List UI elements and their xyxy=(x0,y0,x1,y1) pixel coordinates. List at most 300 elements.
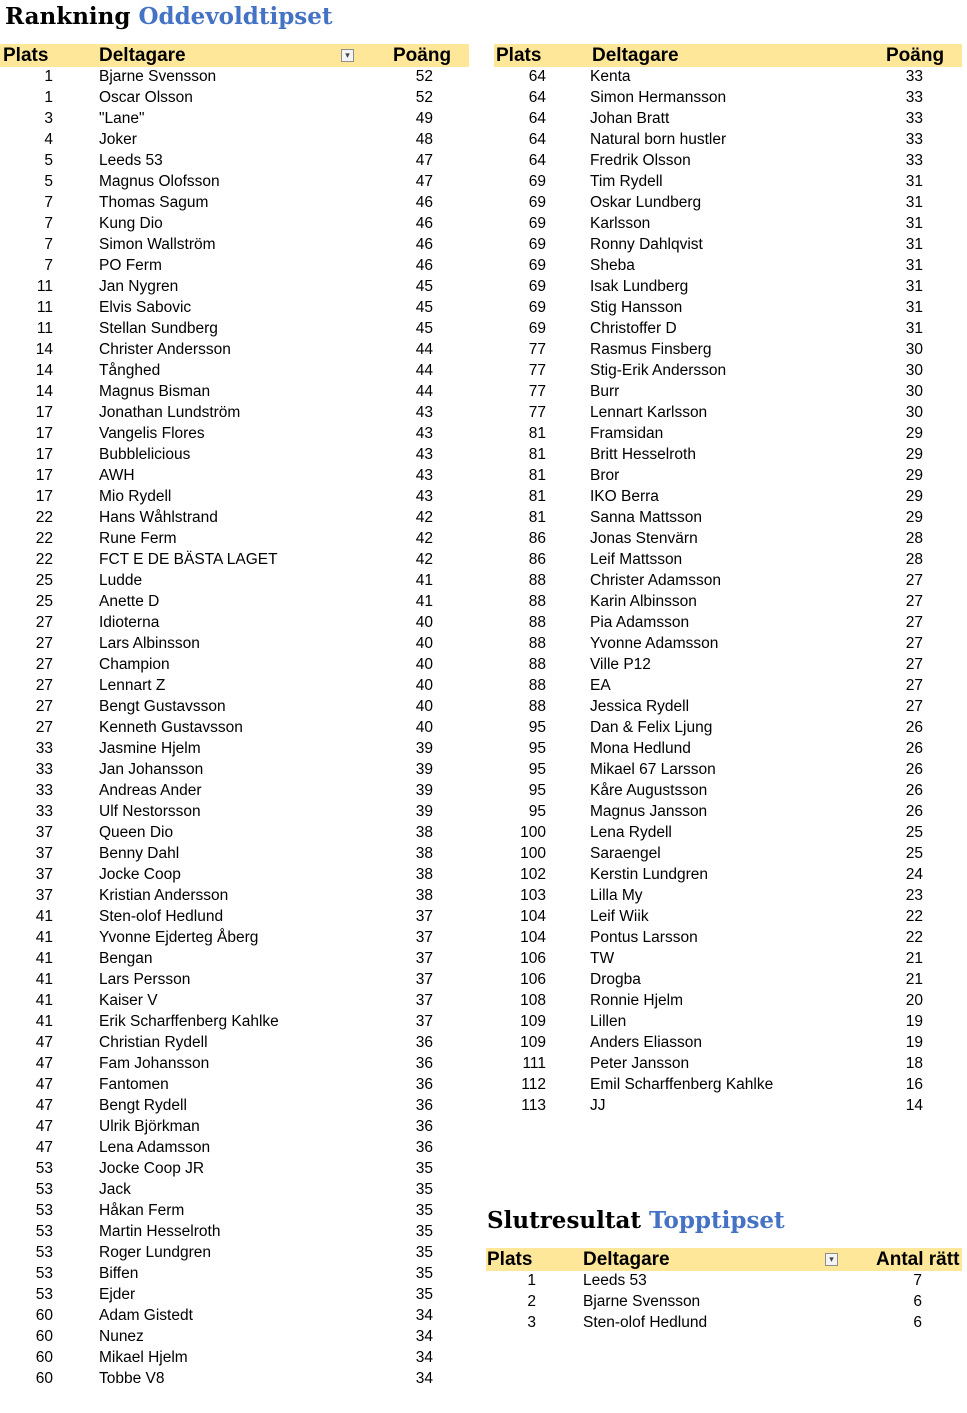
rank-cell: 27 xyxy=(35,614,53,631)
participant-name-cell: Lars Persson xyxy=(99,971,191,988)
rank-cell: 81 xyxy=(528,446,546,463)
participant-name-cell: Bengt Gustavsson xyxy=(99,698,226,715)
table-row xyxy=(494,340,962,361)
rank-cell: 69 xyxy=(528,215,546,232)
rank-cell: 106 xyxy=(520,950,546,967)
rank-cell: 27 xyxy=(35,635,53,652)
rank-cell: 14 xyxy=(35,362,53,379)
table-row xyxy=(0,1075,469,1096)
rank-cell: 100 xyxy=(520,824,546,841)
participant-name-cell: IKO Berra xyxy=(590,488,659,505)
header-plats: Plats xyxy=(487,1249,533,1270)
participant-name-cell: Burr xyxy=(590,383,620,400)
rank-cell: 5 xyxy=(44,173,53,190)
points-cell: 29 xyxy=(905,488,923,505)
points-cell: 42 xyxy=(415,509,433,526)
table-row xyxy=(494,277,962,298)
table-row xyxy=(0,193,469,214)
participant-name-cell: EA xyxy=(590,677,611,694)
rank-cell: 1 xyxy=(44,89,53,106)
points-cell: 43 xyxy=(415,446,433,463)
points-cell: 28 xyxy=(905,530,923,547)
table-row xyxy=(0,445,469,466)
points-cell: 36 xyxy=(415,1139,433,1156)
participant-name-cell: Lena Adamsson xyxy=(99,1139,211,1156)
rank-cell: 27 xyxy=(35,656,53,673)
points-cell: 26 xyxy=(905,782,923,799)
participant-name-cell: Champion xyxy=(99,656,170,673)
rank-cell: 41 xyxy=(35,992,53,1009)
participant-name-cell: PO Ferm xyxy=(99,257,162,274)
participant-name-cell: Stig-Erik Andersson xyxy=(590,362,727,379)
table-row xyxy=(494,907,962,928)
points-cell: 21 xyxy=(905,950,923,967)
table-row xyxy=(494,634,962,655)
participant-name-cell: Jan Johansson xyxy=(99,761,204,778)
table-row xyxy=(486,1292,962,1313)
rank-cell: 11 xyxy=(36,278,53,295)
rank-cell: 47 xyxy=(35,1097,53,1114)
header-plats: Plats xyxy=(3,45,49,66)
participant-name-cell: Erik Scharffenberg Kahlke xyxy=(99,1013,279,1030)
participant-name-cell: Lars Albinsson xyxy=(99,635,200,652)
participant-name-cell: Kenta xyxy=(590,68,631,85)
points-cell: 40 xyxy=(415,614,433,631)
rank-cell: 69 xyxy=(528,194,546,211)
table-row xyxy=(494,445,962,466)
table-row xyxy=(0,655,469,676)
rank-cell: 69 xyxy=(528,236,546,253)
table-row xyxy=(0,634,469,655)
rank-cell: 53 xyxy=(35,1202,53,1219)
table-row xyxy=(0,508,469,529)
table-row xyxy=(494,928,962,949)
participant-name-cell: Jocke Coop xyxy=(99,866,181,883)
points-cell: 34 xyxy=(415,1307,433,1324)
participant-name-cell: Ejder xyxy=(99,1286,136,1303)
table-row xyxy=(0,928,469,949)
points-cell: 37 xyxy=(415,908,433,925)
table-row xyxy=(0,1138,469,1159)
participant-name-cell: Pontus Larsson xyxy=(590,929,698,946)
table-row xyxy=(0,676,469,697)
participant-name-cell: Andreas Ander xyxy=(99,782,202,799)
participant-name-cell: Magnus Olofsson xyxy=(99,173,220,190)
points-cell: 36 xyxy=(415,1076,433,1093)
participant-name-cell: Jonas Stenvärn xyxy=(590,530,698,547)
rank-cell: 69 xyxy=(528,299,546,316)
table-row xyxy=(0,592,469,613)
points-cell: 28 xyxy=(905,551,923,568)
points-cell: 37 xyxy=(415,992,433,1009)
participant-name-cell: Vangelis Flores xyxy=(99,425,205,442)
points-cell: 31 xyxy=(905,173,923,190)
points-cell: 52 xyxy=(415,68,433,85)
dropdown-arrow-icon[interactable]: ▾ xyxy=(825,1253,838,1266)
points-cell: 34 xyxy=(415,1328,433,1345)
points-cell: 46 xyxy=(415,236,433,253)
points-cell: 43 xyxy=(415,488,433,505)
points-cell: 33 xyxy=(905,131,923,148)
points-cell: 23 xyxy=(905,887,923,904)
points-cell: 33 xyxy=(905,89,923,106)
rank-cell: 69 xyxy=(528,278,546,295)
rank-cell: 7 xyxy=(44,215,53,232)
participant-name-cell: Christer Andersson xyxy=(99,341,231,358)
points-cell: 39 xyxy=(415,740,433,757)
rank-cell: 81 xyxy=(528,467,546,484)
ranking-table-right xyxy=(494,44,962,1117)
participant-name-cell: Lilla My xyxy=(590,887,643,904)
points-cell: 41 xyxy=(415,572,433,589)
participant-name-cell: Sanna Mattsson xyxy=(590,509,703,526)
points-cell: 38 xyxy=(415,866,433,883)
points-cell: 43 xyxy=(415,425,433,442)
rank-cell: 25 xyxy=(35,593,53,610)
points-cell: 48 xyxy=(415,131,433,148)
participant-name-cell: Britt Hesselroth xyxy=(590,446,696,463)
table-row xyxy=(0,529,469,550)
points-cell: 38 xyxy=(415,824,433,841)
participant-name-cell: Anette D xyxy=(99,593,160,610)
table-row xyxy=(494,487,962,508)
participant-name-cell: Saraengel xyxy=(590,845,661,862)
rank-cell: 104 xyxy=(520,908,546,925)
rank-cell: 109 xyxy=(520,1034,546,1051)
rank-cell: 41 xyxy=(35,971,53,988)
points-cell: 6 xyxy=(913,1314,922,1331)
rank-cell: 37 xyxy=(35,824,53,841)
table-row xyxy=(0,844,469,865)
final-header-row xyxy=(486,1248,962,1271)
points-cell: 44 xyxy=(415,362,433,379)
ranking-title xyxy=(5,3,333,30)
participant-name-cell: Mikael 67 Larsson xyxy=(590,761,716,778)
rank-cell: 86 xyxy=(528,530,546,547)
points-cell: 27 xyxy=(905,677,923,694)
table-row xyxy=(494,802,962,823)
points-cell: 30 xyxy=(905,383,923,400)
rank-cell: 77 xyxy=(528,362,546,379)
table-row xyxy=(494,67,962,88)
rank-cell: 27 xyxy=(35,698,53,715)
table-row xyxy=(0,613,469,634)
rank-cell: 100 xyxy=(520,845,546,862)
rank-cell: 17 xyxy=(35,488,53,505)
rank-cell: 3 xyxy=(44,110,53,127)
table-row xyxy=(0,487,469,508)
points-cell: 42 xyxy=(415,551,433,568)
participant-name-cell: Jasmine Hjelm xyxy=(99,740,201,757)
points-cell: 46 xyxy=(415,257,433,274)
points-cell: 38 xyxy=(415,845,433,862)
rank-cell: 53 xyxy=(35,1160,53,1177)
participant-name-cell: Jan Nygren xyxy=(99,278,179,295)
participant-name-cell: Kerstin Lundgren xyxy=(590,866,709,883)
points-cell: 44 xyxy=(415,383,433,400)
rank-cell: 53 xyxy=(35,1286,53,1303)
table-row xyxy=(0,949,469,970)
table-row xyxy=(0,130,469,151)
final-rows xyxy=(486,1271,962,1334)
participant-name-cell: Rasmus Finsberg xyxy=(590,341,712,358)
rank-cell: 77 xyxy=(528,341,546,358)
table-row xyxy=(494,403,962,424)
participant-name-cell: Elvis Sabovic xyxy=(99,299,192,316)
points-cell: 38 xyxy=(415,887,433,904)
rank-cell: 41 xyxy=(35,908,53,925)
participant-name-cell: Jessica Rydell xyxy=(590,698,690,715)
rank-cell: 1 xyxy=(527,1272,536,1289)
points-cell: 37 xyxy=(415,929,433,946)
table-row xyxy=(494,865,962,886)
rank-cell: 88 xyxy=(528,593,546,610)
dropdown-arrow-icon[interactable]: ▾ xyxy=(341,49,354,62)
table-row xyxy=(494,1054,962,1075)
rank-cell: 41 xyxy=(35,1013,53,1030)
table-row xyxy=(494,214,962,235)
participant-name-cell: Fantomen xyxy=(99,1076,169,1093)
table-row xyxy=(0,67,469,88)
points-cell: 52 xyxy=(415,89,433,106)
rank-cell: 7 xyxy=(44,194,53,211)
participant-name-cell: Oskar Lundberg xyxy=(590,194,702,211)
points-cell: 30 xyxy=(905,404,923,421)
rank-cell: 88 xyxy=(528,677,546,694)
table-row xyxy=(0,1369,469,1390)
points-cell: 6 xyxy=(913,1293,922,1310)
table-row xyxy=(494,109,962,130)
points-cell: 39 xyxy=(415,803,433,820)
rank-cell: 25 xyxy=(35,572,53,589)
points-cell: 31 xyxy=(905,236,923,253)
rank-cell: 11 xyxy=(36,299,53,316)
points-cell: 39 xyxy=(415,761,433,778)
participant-name-cell: Kaiser V xyxy=(99,992,158,1009)
rank-cell: 5 xyxy=(44,152,53,169)
table-row xyxy=(494,613,962,634)
rank-cell: 69 xyxy=(528,257,546,274)
rank-cell: 53 xyxy=(35,1265,53,1282)
points-cell: 26 xyxy=(905,719,923,736)
participant-name-cell: Sten-olof Hedlund xyxy=(99,908,224,925)
points-cell: 14 xyxy=(905,1097,923,1114)
rank-cell: 27 xyxy=(35,719,53,736)
table-row xyxy=(494,1033,962,1054)
points-cell: 7 xyxy=(913,1272,922,1289)
table-row xyxy=(0,1306,469,1327)
table-row xyxy=(0,1159,469,1180)
rank-cell: 111 xyxy=(522,1055,546,1072)
points-cell: 37 xyxy=(415,950,433,967)
points-cell: 31 xyxy=(905,299,923,316)
points-cell: 19 xyxy=(905,1034,923,1051)
rank-cell: 81 xyxy=(528,425,546,442)
participant-name-cell: Mio Rydell xyxy=(99,488,172,505)
rank-cell: 88 xyxy=(528,572,546,589)
participant-name-cell: Queen Dio xyxy=(99,824,174,841)
rank-cell: 47 xyxy=(35,1034,53,1051)
participant-name-cell: Jocke Coop JR xyxy=(99,1160,205,1177)
rank-cell: 64 xyxy=(528,110,546,127)
rank-cell: 106 xyxy=(520,971,546,988)
table-row xyxy=(0,1096,469,1117)
table-row xyxy=(494,298,962,319)
points-cell: 45 xyxy=(415,320,433,337)
rank-cell: 88 xyxy=(528,635,546,652)
header-deltagare: Deltagare xyxy=(583,1249,670,1270)
participant-name-cell: AWH xyxy=(99,467,135,484)
table-row xyxy=(0,1285,469,1306)
rank-cell: 17 xyxy=(35,446,53,463)
participant-name-cell: Stellan Sundberg xyxy=(99,320,218,337)
rank-cell: 88 xyxy=(528,614,546,631)
rank-cell: 14 xyxy=(35,341,53,358)
rank-cell: 33 xyxy=(35,782,53,799)
table-row xyxy=(0,466,469,487)
table-row xyxy=(0,403,469,424)
table-row xyxy=(0,739,469,760)
rank-cell: 3 xyxy=(527,1314,536,1331)
rank-cell: 33 xyxy=(35,803,53,820)
rank-cell: 64 xyxy=(528,68,546,85)
points-cell: 45 xyxy=(415,278,433,295)
points-cell: 31 xyxy=(905,278,923,295)
points-cell: 30 xyxy=(905,362,923,379)
participant-name-cell: Bjarne Svensson xyxy=(583,1293,701,1310)
participant-name-cell: Lena Rydell xyxy=(590,824,672,841)
points-cell: 33 xyxy=(905,152,923,169)
table-row xyxy=(494,550,962,571)
rank-cell: 95 xyxy=(528,719,546,736)
participant-name-cell: Natural born hustler xyxy=(590,131,727,148)
points-cell: 30 xyxy=(905,341,923,358)
ranking-header-row xyxy=(494,44,962,67)
table-row xyxy=(0,1222,469,1243)
participant-name-cell: Magnus Bisman xyxy=(99,383,211,400)
points-cell: 25 xyxy=(905,845,923,862)
ranking-table-left xyxy=(0,44,469,1390)
participant-name-cell: Ronnie Hjelm xyxy=(590,992,684,1009)
table-row xyxy=(0,718,469,739)
ranking-rows-left xyxy=(0,67,469,1390)
points-cell: 40 xyxy=(415,698,433,715)
participant-name-cell: Mona Hedlund xyxy=(590,740,691,757)
points-cell: 41 xyxy=(415,593,433,610)
table-row xyxy=(494,424,962,445)
table-row xyxy=(494,949,962,970)
rank-cell: 27 xyxy=(35,677,53,694)
table-row xyxy=(0,1348,469,1369)
rank-cell: 77 xyxy=(528,383,546,400)
rank-cell: 60 xyxy=(35,1307,53,1324)
table-row xyxy=(0,1054,469,1075)
rank-cell: 2 xyxy=(527,1293,536,1310)
table-row xyxy=(0,424,469,445)
final-title xyxy=(487,1207,785,1234)
table-row xyxy=(494,655,962,676)
table-row xyxy=(0,760,469,781)
table-row xyxy=(0,1033,469,1054)
rank-cell: 1 xyxy=(44,68,53,85)
participant-name-cell: Anders Eliasson xyxy=(590,1034,703,1051)
participant-name-cell: Dan & Felix Ljung xyxy=(590,719,713,736)
participant-name-cell: Emil Scharffenberg Kahlke xyxy=(590,1076,774,1093)
table-row xyxy=(0,151,469,172)
rank-cell: 53 xyxy=(35,1244,53,1261)
participant-name-cell: Framsidan xyxy=(590,425,664,442)
participant-name-cell: Christer Adamsson xyxy=(590,572,721,589)
participant-name-cell: Nunez xyxy=(99,1328,144,1345)
table-row xyxy=(494,781,962,802)
rank-cell: 4 xyxy=(44,131,53,148)
rank-cell: 81 xyxy=(528,488,546,505)
points-cell: 33 xyxy=(905,68,923,85)
rank-cell: 22 xyxy=(35,551,53,568)
header-deltagare: Deltagare xyxy=(592,45,679,66)
participant-name-cell: Lillen xyxy=(590,1013,627,1030)
points-cell: 47 xyxy=(415,173,433,190)
rank-cell: 69 xyxy=(528,173,546,190)
points-cell: 42 xyxy=(415,530,433,547)
table-row xyxy=(0,550,469,571)
table-row xyxy=(494,718,962,739)
participant-name-cell: Tim Rydell xyxy=(590,173,663,190)
points-cell: 37 xyxy=(415,971,433,988)
participant-name-cell: Simon Hermansson xyxy=(590,89,727,106)
table-row xyxy=(494,991,962,1012)
participant-name-cell: Biffen xyxy=(99,1265,139,1282)
participant-name-cell: Joker xyxy=(99,131,137,148)
table-row xyxy=(494,970,962,991)
table-row xyxy=(0,781,469,802)
rank-cell: 95 xyxy=(528,740,546,757)
table-row xyxy=(494,844,962,865)
points-cell: 27 xyxy=(905,698,923,715)
points-cell: 26 xyxy=(905,740,923,757)
table-row xyxy=(0,298,469,319)
participant-name-cell: Ville P12 xyxy=(590,656,651,673)
participant-name-cell: Thomas Sagum xyxy=(99,194,209,211)
participant-name-cell: Bror xyxy=(590,467,620,484)
participant-name-cell: Ludde xyxy=(99,572,143,589)
participant-name-cell: Benny Dahl xyxy=(99,845,180,862)
participant-name-cell: Kung Dio xyxy=(99,215,163,232)
table-row xyxy=(494,235,962,256)
table-row xyxy=(494,256,962,277)
participant-name-cell: Simon Wallström xyxy=(99,236,216,253)
table-row xyxy=(0,109,469,130)
participant-name-cell: Bubblelicious xyxy=(99,446,191,463)
participant-name-cell: Lennart Karlsson xyxy=(590,404,708,421)
participant-name-cell: Ronny Dahlqvist xyxy=(590,236,703,253)
rank-cell: 64 xyxy=(528,152,546,169)
participant-name-cell: Lennart Z xyxy=(99,677,166,694)
table-row xyxy=(0,214,469,235)
participant-name-cell: Sheba xyxy=(590,257,635,274)
participant-name-cell: Magnus Jansson xyxy=(590,803,708,820)
table-row xyxy=(494,571,962,592)
rank-cell: 33 xyxy=(35,761,53,778)
table-row xyxy=(494,739,962,760)
points-cell: 27 xyxy=(905,635,923,652)
table-row xyxy=(0,256,469,277)
points-cell: 36 xyxy=(415,1055,433,1072)
participant-name-cell: Leif Mattsson xyxy=(590,551,683,568)
table-row xyxy=(494,529,962,550)
points-cell: 20 xyxy=(905,992,923,1009)
points-cell: 29 xyxy=(905,446,923,463)
